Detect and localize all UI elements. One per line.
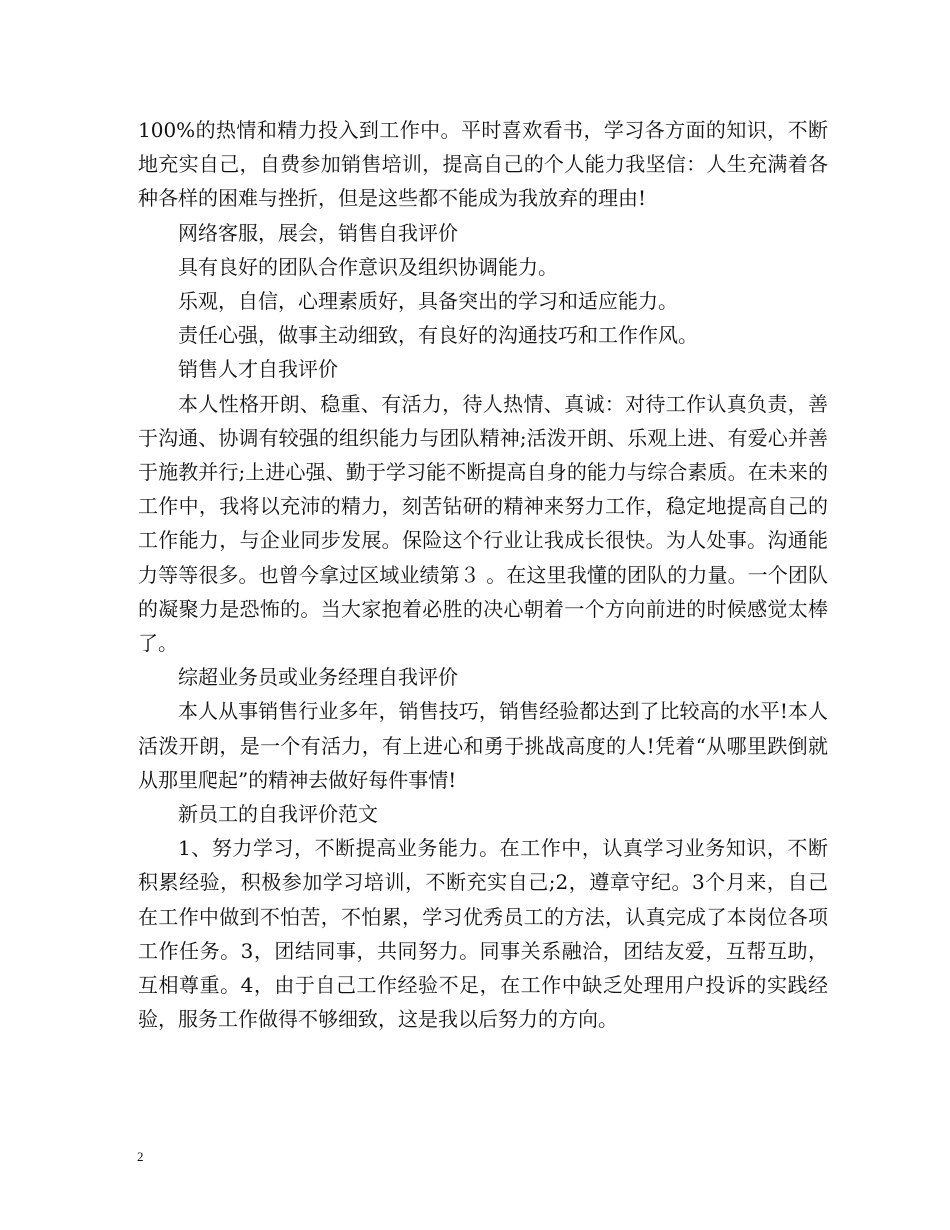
heading-new-employee-evaluation: 新员工的自我评价范文 xyxy=(178,802,378,827)
heading-online-service-evaluation: 网络客服，展会，销售自我评价 xyxy=(178,220,458,245)
paragraph-continuation: 100%的热情和精力投入到工作中。平时喜欢看书，学习各方面的知识，不断地充实自己，自费参加销售培训，提高自己的个人能力我坚信：人生充满着各种各样的困难与挫折，但是这些都不能成为我放弃的理由! xyxy=(138,118,828,211)
paragraph-optimism: 乐观，自信，心理素质好，具备突出的学习和适应能力。 xyxy=(178,289,678,314)
paragraph-responsibility: 责任心强，做事主动细致，有良好的沟通技巧和工作作风。 xyxy=(178,323,698,348)
paragraph-personality: 本人性格开朗、稳重、有活力，待人热情、真诚：对待工作认真负责，善于沟通、协调有较强的组织能力与团队精神;活泼开朗、乐观上进、有爱心并善于施教并行;上进心强、勤于学习能不断提高自身的能力与综合素质。在未来的工作中，我将以充沛的精力，刻苦钻研的精神来努力工作，稳定地提高自己的工作能力，与企业同步发展。保险这个行业让我成长很快。为人处事。沟通能力等等很多。也曾今拿过区域业绩第３ 。在这里我懂的团队的力量。一个团队的凝聚力是恐怖的。当大家抱着必胜的决心朝着一个方向前进的时候感觉太棒了。 xyxy=(138,391,828,656)
paragraph-teamwork: 具有良好的团队合作意识及组织协调能力。 xyxy=(178,254,558,279)
document-body xyxy=(138,113,828,1036)
paragraph-new-employee: 1、努力学习，不断提高业务能力。在工作中，认真学习业务知识，不断积累经验，积极参加学习培训，不断充实自己;2，遵章守纪。3个月来，自己在工作中做到不怕苦，不怕累，学习优秀员工的方法，认真完成了本岗位各项工作任务。3，团结同事，共同努力。同事关系融洽，团结友爱，互帮互助，互相尊重。4，由于自己工作经验不足，在工作中缺乏处理用户投诉的实践经验，服务工作做得不够细致，这是我以后努力的方向。 xyxy=(138,836,828,1032)
page-number: 2 xyxy=(137,1149,144,1164)
heading-salesperson-manager-evaluation: 综超业务员或业务经理自我评价 xyxy=(178,665,458,690)
heading-sales-talent-evaluation: 销售人才自我评价 xyxy=(178,357,338,382)
paragraph-sales-experience: 本人从事销售行业多年，销售技巧，销售经验都达到了比较高的水平!本人活泼开朗，是一个有活力，有上进心和勇于挑战高度的人!凭着“从哪里跌倒就从那里爬起”的精神去做好每件事情! xyxy=(138,699,828,792)
